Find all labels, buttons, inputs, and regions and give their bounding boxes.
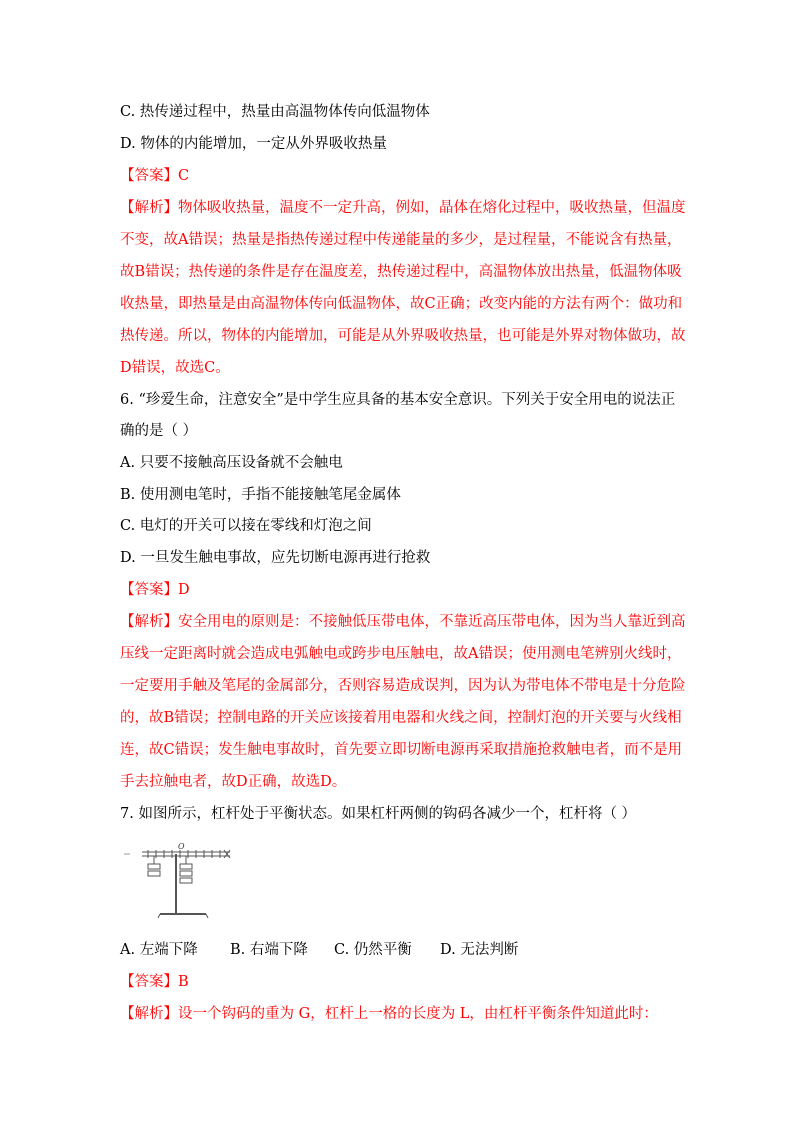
q5-analysis-line: 热传递。所以，物体的内能增加，可能是从外界吸收热量，也可能是外界对物体做功，故 — [120, 328, 686, 344]
q7-answer — [120, 972, 680, 992]
q7-option-a: A. 左端下降 — [120, 942, 198, 958]
q6-option-b: B. 使用测电笔时，手指不能接触笔尾金属体 — [120, 487, 401, 503]
q7-stem: 7. 如图所示，杠杆处于平衡状态。如果杠杆两侧的钩码各减少一个，杠杆将（ ） — [120, 806, 637, 822]
q5-answer — [120, 166, 680, 186]
q7-option-d: D. 无法判断 — [440, 942, 519, 958]
answer-value: C — [178, 168, 190, 184]
q7-analysis-line: 【解析】设一个钩码的重为 G，杠杆上一格的长度为 L，由杠杆平衡条件知道此时： — [120, 1006, 658, 1022]
weight-left-1 — [148, 864, 160, 869]
q5-analysis-line: 【解析】物体吸收热量，温度不一定升高，例如，晶体在熔化过程中，吸收热量，但温度 — [120, 200, 686, 216]
answer-tag: 【答案】 — [120, 168, 178, 184]
q6-stem-line: 6. “珍爱生命，注意安全”是中学生应具备的基本安全意识。下列关于安全用电的说法正 — [120, 392, 676, 408]
q7-options — [120, 940, 680, 960]
weight-right-1 — [180, 864, 192, 869]
q6-analysis-line: 连，故C错误；发生触电事故时，首先要立即切断电源再采取措施抢救触电者，而不是用 — [120, 742, 683, 758]
q5-analysis-line: 故B错误；热传递的条件是存在温度差，热传递过程中，高温物体放出热量，低温物体吸 — [120, 264, 682, 280]
analysis-tag: 【解析】 — [120, 1006, 178, 1022]
weight-right-2 — [180, 871, 192, 876]
lever-figure — [120, 840, 240, 920]
answer-value: D — [178, 582, 190, 598]
analysis-tag: 【解析】 — [120, 200, 178, 216]
q6-answer — [120, 580, 680, 600]
q5-option-d: D. 物体的内能增加，一定从外界吸收热量 — [120, 136, 387, 152]
analysis-tag: 【解析】 — [120, 614, 178, 630]
q5-analysis-line: 不变，故A错误；热量是指热传递过程中传递能量的多少，是过程量，不能说含有热量， — [120, 232, 682, 248]
q6-analysis-line: 的，故B错误；控制电路的开关应该接着用电器和火线之间，控制灯泡的开关要与火线相 — [120, 710, 682, 726]
q6-option-d: D. 一旦发生触电事故，应先切断电源再进行抢救 — [120, 550, 431, 566]
q7-option-c: C. 仍然平衡 — [334, 942, 412, 958]
q5-analysis-line: D错误，故选C。 — [120, 360, 230, 376]
weight-left-2 — [148, 871, 160, 876]
q5-option-c: C. 热传递过程中，热量由高温物体传向低温物体 — [120, 104, 430, 120]
q6-analysis-line: 压线一定距离时就会造成电弧触电或跨步电压触电，故A错误；使用测电笔辨别火线时， — [120, 646, 682, 662]
answer-tag: 【答案】 — [120, 582, 178, 598]
weight-right-3 — [180, 878, 192, 883]
q6-option-c: C. 电灯的开关可以接在零线和灯泡之间 — [120, 518, 372, 534]
q6-analysis-line: 【解析】安全用电的原则是：不接触低压带电体，不靠近高压带电体，因为当人靠近到高 — [120, 614, 686, 630]
q5-analysis-line: 收热量，即热量是由高温物体传向低温物体，故C正确；改变内能的方法有两个：做功和 — [120, 296, 683, 312]
q6-analysis-line: 手去拉触电者，故D正确，故选D。 — [120, 774, 347, 790]
q6-stem-line: 确的是（ ） — [120, 423, 198, 439]
q7-option-b: B. 右端下降 — [230, 942, 308, 958]
q6-analysis-line: 一定要用手触及笔尾的金属部分，否则容易造成误判，因为认为带电体不带电是十分危险 — [120, 678, 686, 694]
answer-tag: 【答案】 — [120, 974, 178, 990]
answer-value: B — [178, 974, 189, 990]
pivot-label: O — [178, 842, 185, 851]
q6-option-a: A. 只要不接触高压设备就不会触电 — [120, 455, 343, 471]
